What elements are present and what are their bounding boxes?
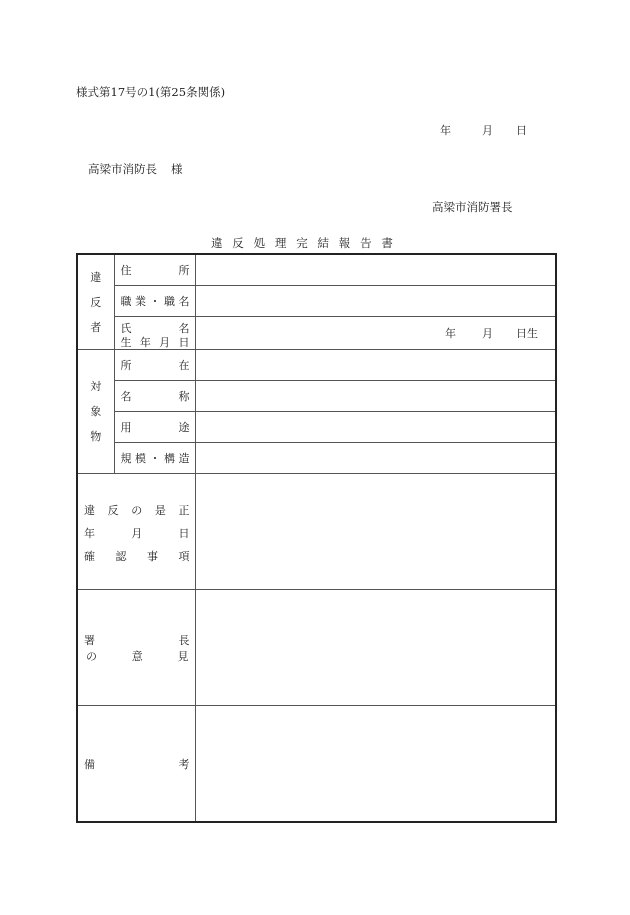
use-field[interactable] (195, 412, 556, 443)
location-field[interactable] (195, 350, 556, 381)
chief-opinion-label: 署 長 の 意 見 (77, 590, 195, 706)
correction-label: 違 反 の 是 正 年 月 日 確 認 事 項 (77, 474, 195, 590)
form-identifier: 様式第17号の1(第25条関係) (76, 85, 226, 99)
correction-field[interactable] (195, 474, 556, 590)
recipient (88, 161, 183, 177)
occupation-label: 職 業 ・ 職 名 (114, 286, 195, 317)
report-table (76, 253, 557, 823)
location-label: 所 在 (114, 350, 195, 381)
report-date (440, 122, 527, 138)
address-label: 住 所 (114, 254, 195, 286)
name-birthdate-field[interactable] (195, 317, 556, 350)
violator-group-label: 違 反 者 (77, 254, 114, 350)
chief-opinion-field[interactable] (195, 590, 556, 706)
date-day-label: 日 (516, 124, 527, 137)
target-group-label: 対 象 物 (77, 350, 114, 474)
use-label: 用 途 (114, 412, 195, 443)
recipient-name: 高梁市消防長 (88, 162, 157, 176)
name-birthdate-label: 氏 名 生 年 月 日 (114, 317, 195, 350)
date-month-label: 月 (482, 124, 493, 137)
target-name-label: 名 称 (114, 381, 195, 412)
target-name-field[interactable] (195, 381, 556, 412)
document-title: 違反処理完結報告書 (211, 236, 403, 250)
scale-structure-field[interactable] (195, 443, 556, 474)
remarks-field[interactable] (195, 706, 556, 823)
scale-structure-label: 規 模 ・ 構 造 (114, 443, 195, 474)
recipient-honorific: 様 (171, 162, 183, 176)
date-year-label: 年 (440, 124, 451, 137)
birthdate-value: 年 月 日生 (445, 327, 538, 340)
occupation-field[interactable] (195, 286, 556, 317)
sender: 高梁市消防署長 (432, 200, 513, 214)
address-field[interactable] (195, 254, 556, 286)
remarks-label: 備 考 (77, 706, 195, 823)
